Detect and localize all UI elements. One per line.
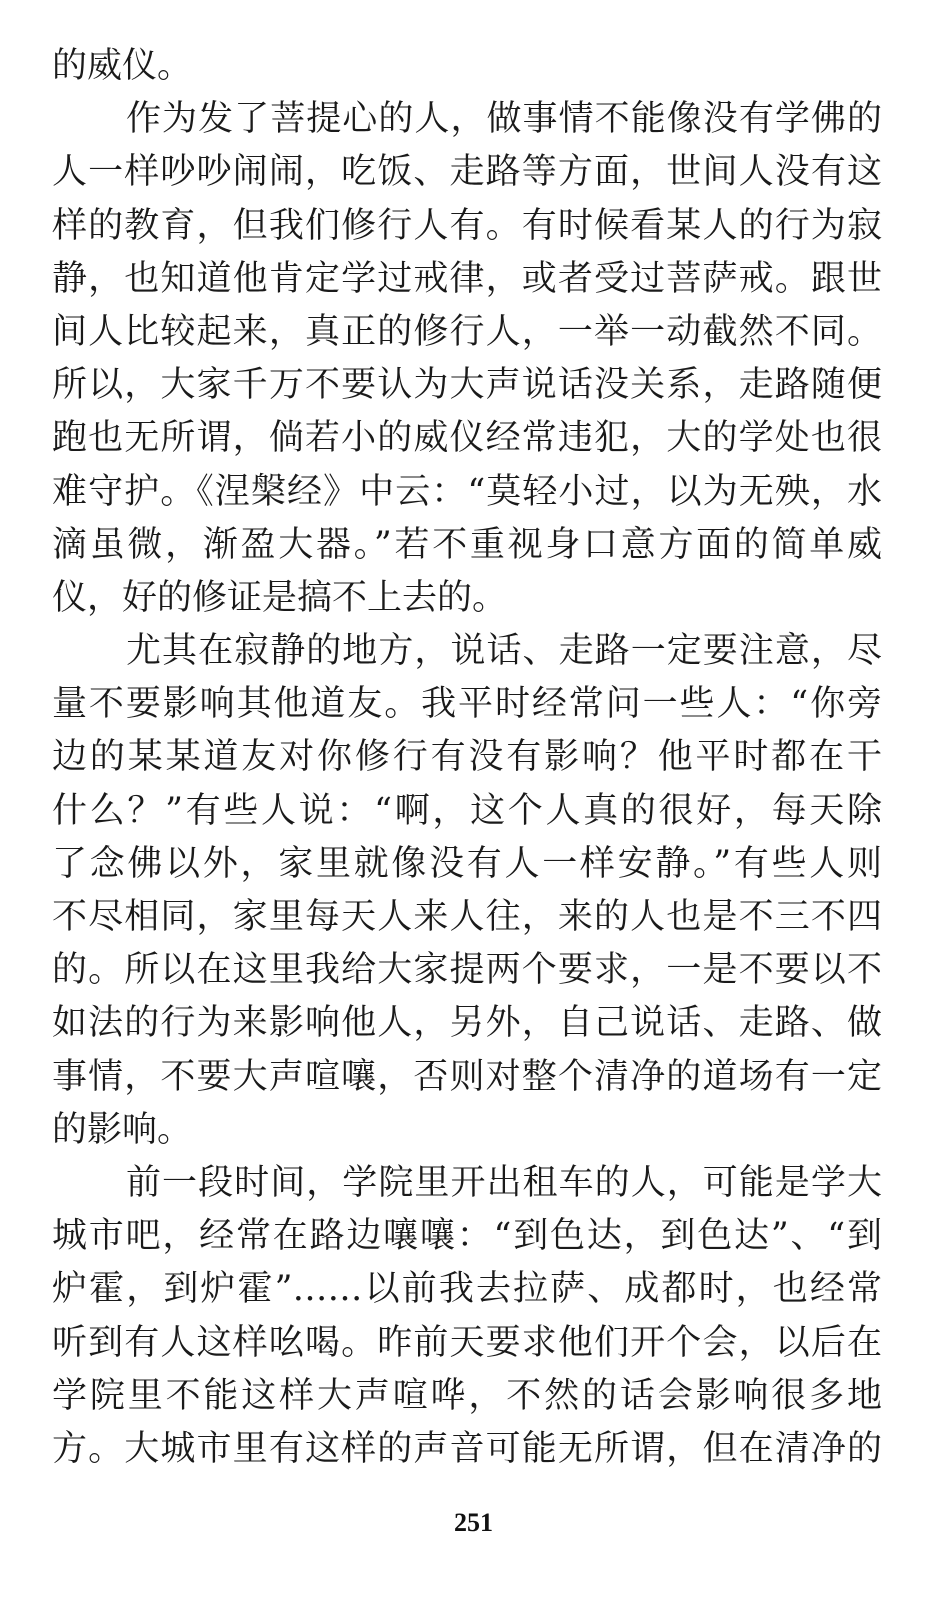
text-line: 事情，不要大声喧嚷，否则对整个清净的道场有一定: [52, 1056, 882, 1097]
text-line: 如法的行为来影响他人，另外，自己说话、走路、做: [52, 1003, 882, 1044]
text-line: 炉霍，到炉霍”……以前我去拉萨、成都时，也经常: [52, 1269, 882, 1310]
text-line: 边的某某道友对你修行有没有影响？他平时都在干: [52, 737, 882, 778]
text-line: 学院里不能这样大声喧哗，不然的话会影响很多地: [52, 1375, 882, 1416]
paragraph-start-line: 尤其在寂静的地方，说话、走路一定要注意，尽: [126, 631, 882, 672]
text-line: 量不要影响其他道友。我平时经常问一些人：“你旁: [52, 684, 882, 725]
text-line: 什么？”有些人说：“啊，这个人真的很好，每天除: [52, 790, 882, 831]
text-line: 所以，大家千万不要认为大声说话没关系，走路随便: [52, 365, 882, 406]
text-line: 仪，好的修证是搞不上去的。: [52, 577, 508, 618]
text-line: 了念佛以外，家里就像没有人一样安静。”有些人则: [52, 843, 882, 884]
text-line: 样的教育，但我们修行人有。有时候看某人的行为寂: [52, 205, 882, 246]
text-line: 间人比较起来，真正的修行人，一举一动截然不同。: [52, 311, 882, 352]
text-line: 城市吧，经常在路边嚷嚷：“到色达，到色达”、“到: [52, 1216, 882, 1257]
paragraph-start-line: 作为发了菩提心的人，做事情不能像没有学佛的: [126, 99, 882, 140]
paragraph-start-line: 前一段时间，学院里开出租车的人，可能是学大: [126, 1162, 882, 1203]
text-line: 滴虽微，渐盈大器。”若不重视身口意方面的简单威: [52, 524, 882, 565]
text-line: 静，也知道他肯定学过戒律，或者受过菩萨戒。跟世: [52, 258, 882, 299]
text-line: 的。所以在这里我给大家提两个要求，一是不要以不: [52, 950, 882, 991]
page-number: 251: [454, 1508, 493, 1537]
text-line: 人一样吵吵闹闹，吃饭、走路等方面，世间人没有这: [52, 152, 882, 193]
body-text: [52, 40, 882, 1476]
text-line: 跑也无所谓，倘若小的威仪经常违犯，大的学处也很: [52, 418, 882, 459]
text-line: 方。大城市里有这样的声音可能无所谓，但在清净的: [52, 1428, 882, 1469]
text-line: 的威仪。: [52, 46, 193, 86]
text-line: 的影响。: [52, 1109, 193, 1150]
text-line: 不尽相同，家里每天人来人往，来的人也是不三不四: [52, 897, 882, 937]
text-line: 难守护。《涅槃经》中云：“莫轻小过，以为无殃，水: [52, 471, 882, 512]
text-line: 听到有人这样吆喝。昨前天要求他们开个会，以后在: [52, 1322, 882, 1363]
